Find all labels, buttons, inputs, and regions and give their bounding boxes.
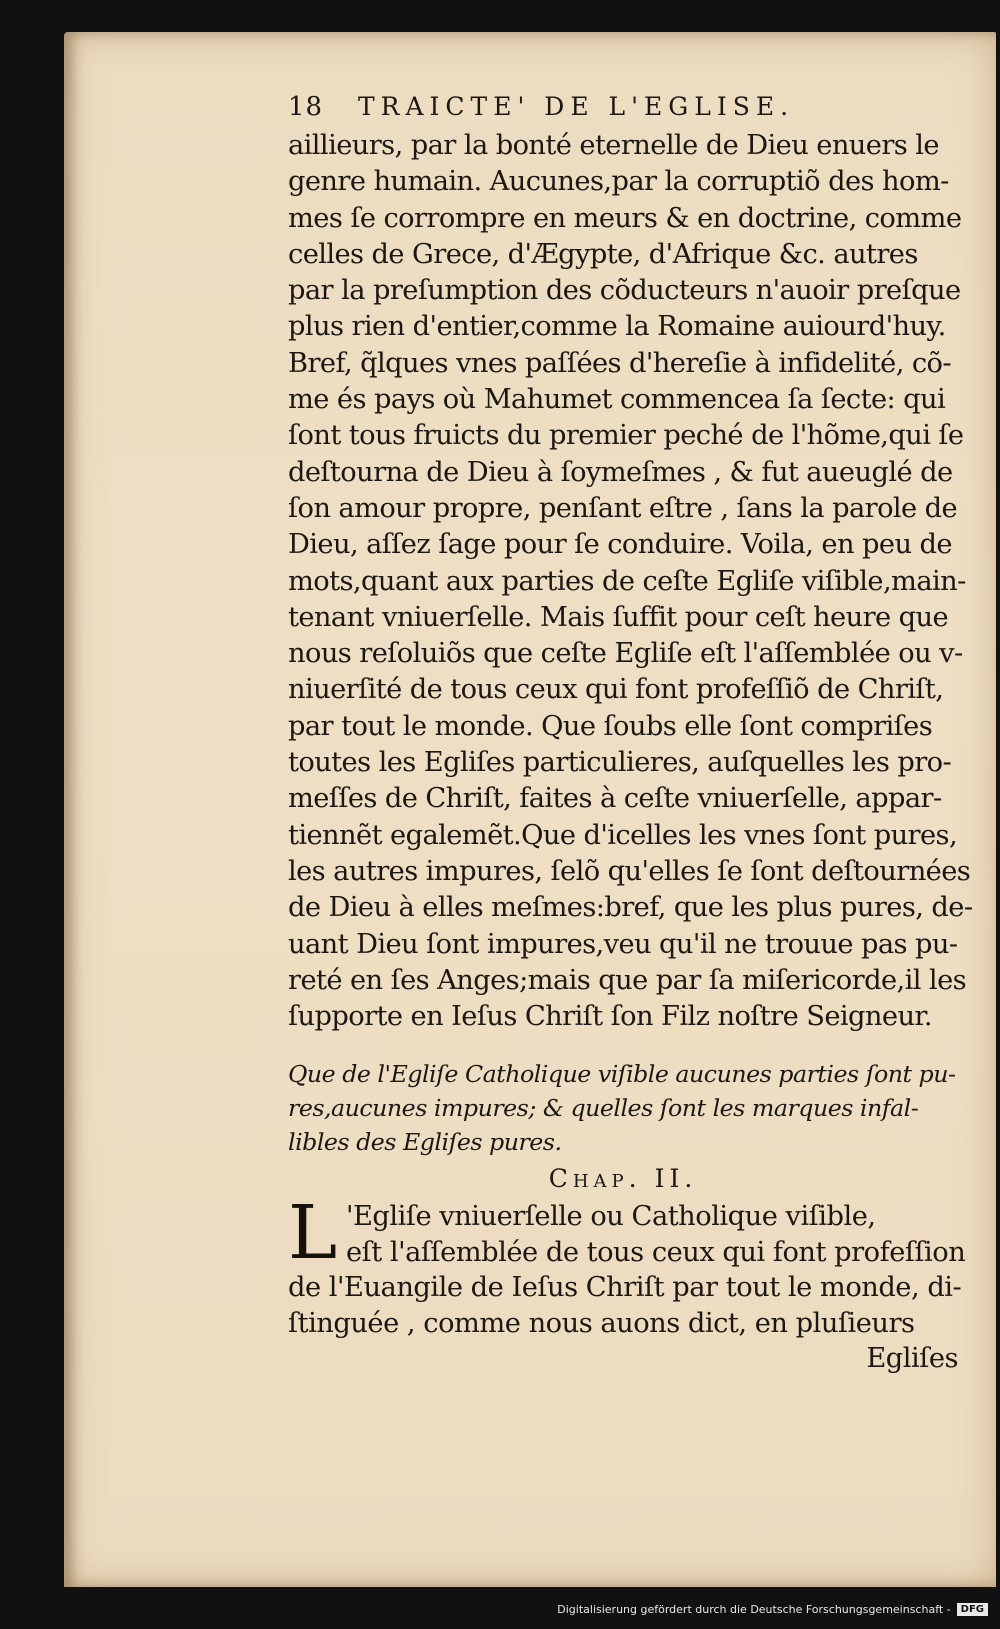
chapter-line: de l'Euangile de Ieſus Chriſt par tout le monde, di- <box>288 1272 962 1304</box>
digitization-footer <box>0 1589 1000 1629</box>
page-number: 18 <box>288 92 324 122</box>
body-line: niuerſité de tous ceux qui font profeſſiõ de Chriſt, <box>288 674 944 706</box>
page-text-block <box>288 92 973 1377</box>
body-line: aillieurs, par la bonté eternelle de Dieu enuers le <box>288 130 939 161</box>
chapter-heading-line: res,aucunes impures; & quelles ſont les marques infal- <box>288 1094 919 1123</box>
body-line: par tout le monde. Que ſoubs elle ſont compriſes <box>288 710 933 742</box>
body-line: ſont tous fruicts du premier peché de l'hõme,qui ſe <box>288 420 964 452</box>
chapter-heading-line: libles des Egliſes pures. <box>288 1128 562 1157</box>
chapter-line: eſt l'aſſemblée de tous ceux qui font profeſſion <box>346 1236 966 1268</box>
body-line: par la preſumption des cõducteurs n'auoir preſque <box>288 275 961 307</box>
drop-cap: L <box>288 1190 337 1277</box>
dfg-logo: DFG <box>957 1603 988 1616</box>
body-line: les autres impures, ſelõ qu'elles ſe ſont deſtournées <box>288 855 971 887</box>
body-line: nous reſoluiõs que ceſte Egliſe eſt l'aſſemblée ou v- <box>288 638 963 670</box>
body-line: celles de Grece, d'Ægypte, d'Afrique &c. autres <box>288 238 918 270</box>
body-line: de Dieu à elles meſmes:bref, que les plus pures, de- <box>288 892 973 924</box>
body-line: ſupporte en Ieſus Chriſt ſon Filz noſtre Seigneur. <box>288 1001 932 1033</box>
body-text <box>288 128 973 1035</box>
chapter-text <box>288 1190 966 1377</box>
body-line: me és pays où Mahumet commencea ſa ſecte: qui <box>288 384 946 416</box>
body-line: tenant vniuerſelle. Mais ſuffit pour ceſt heure que <box>288 601 949 633</box>
body-line: Dieu, aſſez ſage pour ſe conduire. Voila, en peu de <box>288 529 952 561</box>
body-line: toutes les Egliſes particulieres, auſquelles les pro- <box>288 747 952 779</box>
running-head-title: TRAICTE' DE L'EGLISE. <box>358 92 795 121</box>
body-line: mes ſe corrompre en meurs & en doctrine, comme <box>288 202 962 234</box>
catchword: Egliſes <box>866 1343 958 1375</box>
body-line: uant Dieu ſont impures,veu qu'il ne trouue pas pu- <box>288 928 958 960</box>
chapter-line: 'Egliſe vniuerſelle ou Catholique viſible, <box>346 1201 876 1233</box>
body-line: ſon amour propre, penſant eſtre , ſans la parole de <box>288 492 958 524</box>
body-line: tiennẽt egalemẽt.Que d'icelles les vnes ſont pures, <box>288 819 958 851</box>
catchword-row <box>288 1341 958 1377</box>
body-line: plus rien d'entier,comme la Romaine auiourd'huy. <box>288 311 946 343</box>
chapter-line: ſtinguée , comme nous auons dict, en pluſieurs <box>288 1307 915 1339</box>
body-line: reté en ſes Anges;mais que par ſa miſericorde,il les <box>288 964 967 996</box>
body-line: Bref, q̃lques vnes paſſées d'hereſie à infidelité, cõ- <box>288 347 952 379</box>
body-line: genre humain. Aucunes,par la corruptiõ des hom- <box>288 166 949 198</box>
chapter-label: Chap. II. <box>548 1164 698 1194</box>
body-line: meſſes de Chriſt, faites à ceſte vniuerſelle, appar- <box>288 783 942 815</box>
running-head <box>288 92 958 128</box>
chapter-heading <box>288 1057 958 1159</box>
body-line: mots,quant aux parties de ceſte Egliſe viſible,main- <box>288 565 966 597</box>
chapter-heading-line: Que de l'Egliſe Catholique viſible aucunes parties ſont pu- <box>288 1060 956 1089</box>
body-line: deſtourna de Dieu à ſoymeſmes , & fut aueuglé de <box>288 456 953 488</box>
footer-credit: Digitalisierung gefördert durch die Deutsche Forschungsgemeinschaft - <box>557 1602 951 1616</box>
